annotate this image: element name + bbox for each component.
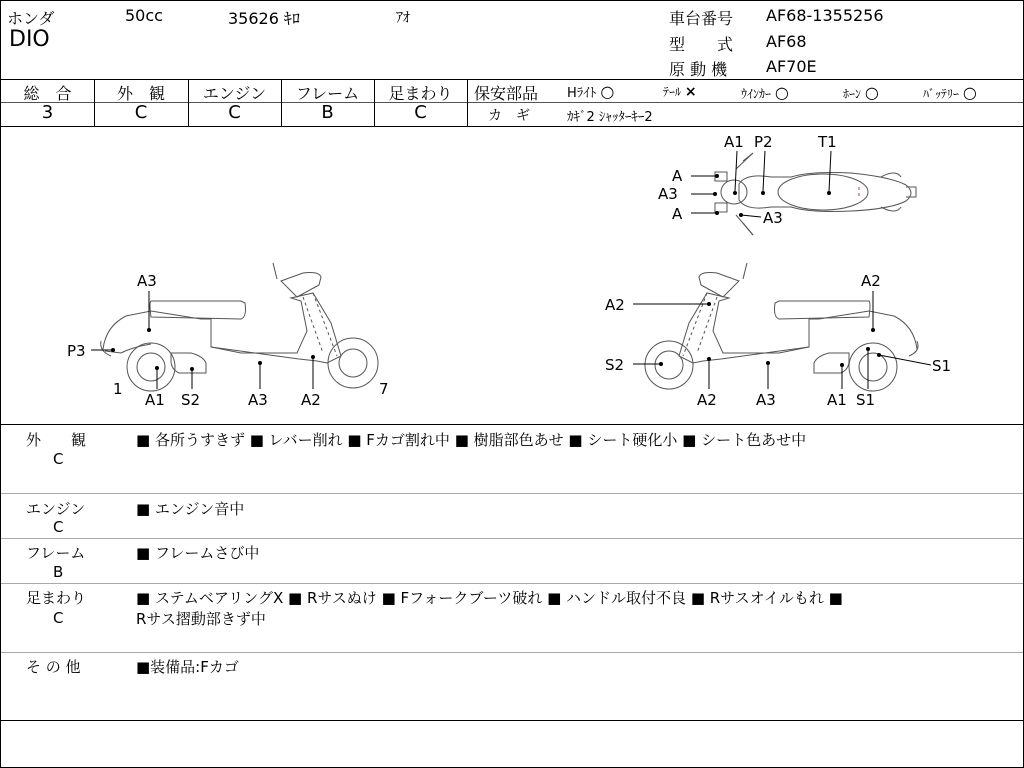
label-right-s2: S2 [605, 356, 625, 374]
safety-item-tail: ﾃｰﾙ × [663, 84, 697, 100]
remark-text-suspension: ■ ステムベアリングX ■ Rサスぬけ ■ Fフォークブーツ破れ ■ ハンドル取付不良 ■ Rサスオイルもれ ■ [136, 589, 843, 607]
remark-text-engine: ■ エンジン音中 [136, 500, 245, 518]
label-left-a3: A3 [248, 391, 268, 409]
remark-text-frame: ■ フレームさび中 [136, 544, 260, 562]
label-top-t1: T1 [818, 133, 837, 151]
label-left-a1: A1 [145, 391, 165, 409]
remark-grade-frame: B [53, 563, 64, 581]
remark-label-other: そ の 他 [26, 658, 81, 676]
model-name: DIO [9, 27, 50, 52]
remark-label-suspension: 足まわり [26, 589, 87, 607]
engine-model-value: AF70E [766, 57, 817, 76]
label-top-a1: A1 [724, 133, 744, 151]
label-right-a2-left: A2 [605, 296, 625, 314]
safety-item-horn: ﾎｰﾝ ○ [843, 83, 879, 102]
type-label: 型 式 [669, 35, 734, 54]
top-view-scooter [715, 153, 916, 235]
grade-label-frame: フレーム [295, 84, 360, 103]
label-right-a1: A1 [827, 391, 847, 409]
remark-label-frame: フレーム [26, 544, 86, 562]
remark-text-suspension-2: Rサス摺動部きず中 [136, 610, 266, 628]
label-left-a2: A2 [301, 391, 321, 409]
remark-grade-exterior: C [53, 450, 64, 468]
safety-item-winker: ｳｲﾝｶｰ ○ [741, 83, 789, 102]
label-right-a3: A3 [756, 391, 776, 409]
label-right-a2-bottom: A2 [697, 391, 717, 409]
label-left-p3: P3 [67, 342, 86, 360]
label-right-s1: S1 [932, 357, 952, 375]
label-left-a3-top: A3 [137, 272, 157, 290]
grade-value-total: 3 [41, 102, 54, 123]
displacement: 50cc [125, 6, 163, 25]
grade-value-frame: B [321, 102, 334, 123]
label-left-7: 7 [379, 380, 389, 398]
engine-model-label: 原 動 機 [669, 60, 728, 79]
key-label: カ ギ [488, 108, 530, 124]
label-left-s2: S2 [181, 391, 201, 409]
label-right-a2-top: A2 [861, 272, 881, 290]
safety-item-headlight: Hﾗｲﾄ ○ [567, 82, 615, 101]
frame-number-label: 車台番号 [669, 9, 734, 28]
remark-label-engine: エンジン [26, 500, 86, 518]
frame-number-value: AF68-1355256 [766, 6, 884, 25]
grade-label-engine: エンジン [202, 84, 267, 103]
remark-grade-engine: C [53, 518, 64, 536]
color: ｱｵ [396, 10, 410, 26]
remark-text-exterior: ■ 各所うすきず ■ レバー削れ ■ Fカゴ割れ中 ■ 樹脂部色あせ ■ シート硬化小 ■ シート色あせ中 [136, 431, 807, 449]
mileage: 35626 ｷﾛ [228, 9, 300, 28]
remark-grade-suspension: C [53, 609, 64, 627]
key-value: ｶｷﾞ2 ｼｬｯﾀｰｷｰ2 [567, 110, 653, 125]
remark-label-exterior: 外 観 [26, 431, 87, 449]
damage-diagram [1, 127, 1023, 425]
label-top-a3-left: A3 [658, 185, 678, 203]
grade-label-exterior: 外 観 [116, 84, 165, 103]
grade-value-exterior: C [134, 102, 148, 123]
label-top-a: A [672, 167, 683, 185]
grade-label-total: 総 合 [23, 84, 72, 103]
grade-value-engine: C [228, 102, 241, 123]
label-top-a3-bottom: A3 [763, 209, 783, 227]
safety-item-battery: ﾊﾞｯﾃﾘｰ ○ [923, 83, 977, 102]
label-top-p2: P2 [754, 133, 773, 151]
label-top-a-bottom: A [672, 205, 683, 223]
maker: ホンダ [7, 9, 55, 28]
label-left-1: 1 [113, 380, 123, 398]
grade-label-suspension: 足まわり [388, 84, 453, 103]
label-right-s1-bottom: S1 [856, 391, 876, 409]
remark-text-other: ■装備品:Fカゴ [136, 658, 239, 676]
grade-value-suspension: C [414, 102, 427, 123]
safety-parts-label: 保安部品 [474, 84, 539, 103]
type-value: AF68 [766, 32, 807, 51]
